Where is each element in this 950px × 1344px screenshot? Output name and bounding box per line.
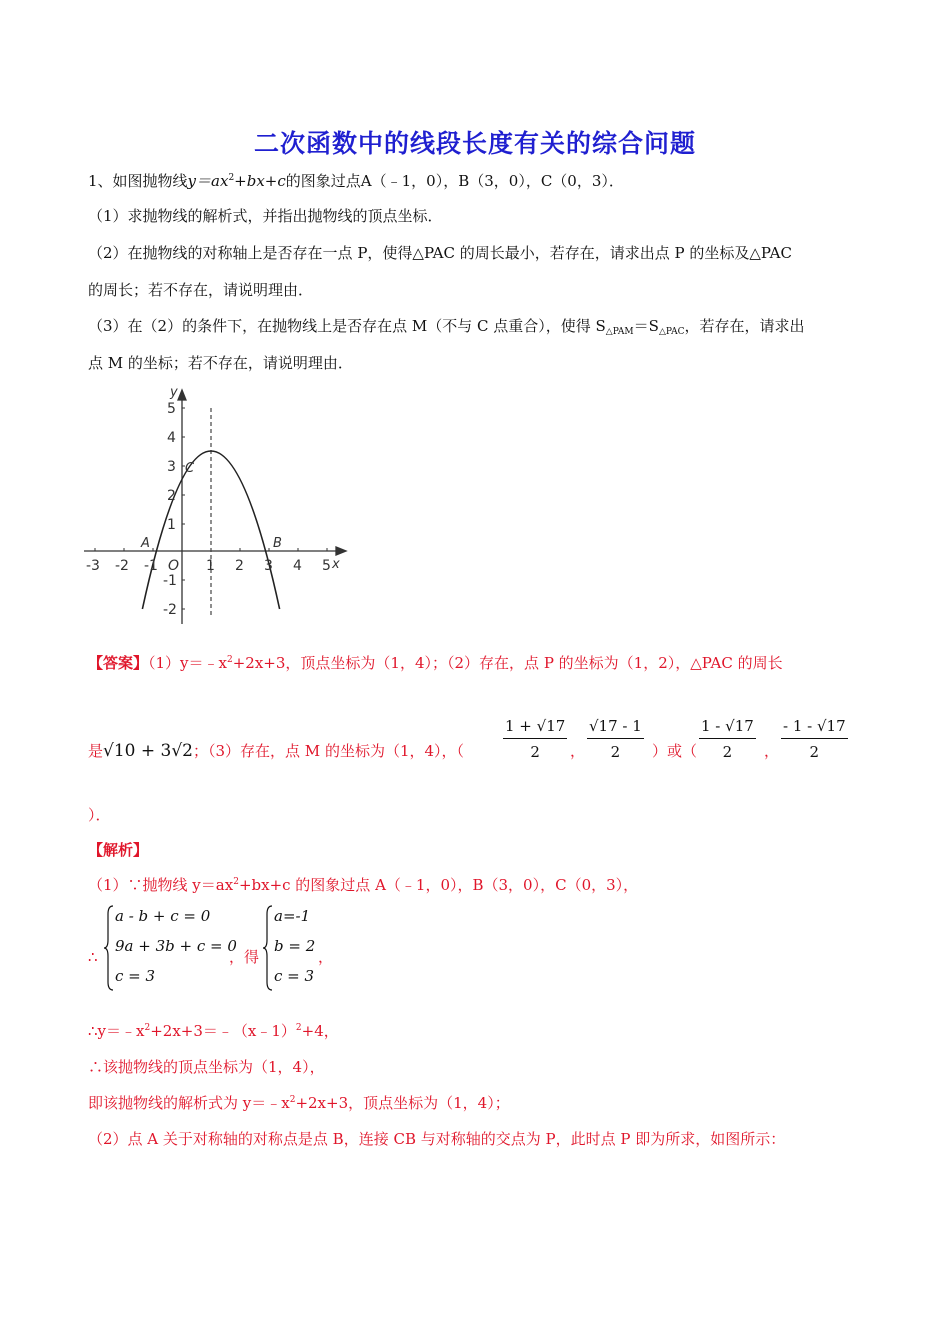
question-3-text: （3）在（2）的条件下，在抛物线上是否存在点 M（不与 C 点重合），使得 S xyxy=(88,317,606,335)
equals-s: ＝S xyxy=(633,317,659,335)
system-end: ， xyxy=(318,948,334,966)
y-tick-label: -2 xyxy=(163,602,177,618)
y-tick-label: 2 xyxy=(167,488,176,504)
problem-equation: y＝ax xyxy=(187,172,229,190)
question-2-line-a: （2）在抛物线的对称轴上是否存在一点 P，使得△PAC 的周长最小，若存在，请求出点 P 的坐标及△PAC xyxy=(88,244,792,262)
fraction-3 xyxy=(699,714,756,765)
answer-part-1-rest: +2x+3，顶点坐标为（1，4）；（2）存在，点 P 的坐标为（1，2），△PAC 的周长 xyxy=(232,654,783,672)
question-3-rest: ，若存在，请求出 xyxy=(684,317,805,335)
superscript: 2 xyxy=(144,1023,151,1033)
x-axis-arrow xyxy=(336,547,346,555)
point-b-label: B xyxy=(273,536,282,551)
fraction-denominator: 2 xyxy=(809,743,820,761)
y-tick-label: 5 xyxy=(167,401,176,417)
analysis-l5-rest: +2x+3，顶点坐标为（1，4）； xyxy=(295,1094,510,1112)
analysis-l3-end: +4， xyxy=(301,1022,339,1040)
x-tick-label: -2 xyxy=(115,558,129,574)
question-2-line-b: 的周长；若不存在，请说明理由． xyxy=(88,281,314,299)
problem-equation-rest: +bx+c xyxy=(234,172,286,190)
fraction-numerator: - 1 - √17 xyxy=(781,714,848,739)
fraction-numerator: 1 - √17 xyxy=(699,714,756,739)
analysis-l1: （1）∵抛物线 y＝ax xyxy=(88,876,234,894)
analysis-line-1 xyxy=(88,874,638,896)
y-tick-label: 1 xyxy=(167,517,176,533)
system-row: c = 3 xyxy=(115,967,156,985)
x-axis-label: x xyxy=(332,557,340,572)
x-tick-label: 4 xyxy=(293,558,302,574)
question-3-line-b: 点 M 的坐标；若不存在，请说明理由． xyxy=(88,354,353,372)
de-text: ，得 xyxy=(229,948,260,966)
y-tick-label: -1 xyxy=(163,573,177,589)
system-row: a - b + c = 0 xyxy=(115,907,211,925)
fraction-numerator: 1 + √17 xyxy=(503,714,567,739)
origin-label: O xyxy=(168,558,180,574)
answer-part-3: ；（3）存在，点 M 的坐标为（1，4），（ xyxy=(193,742,465,760)
fraction-denominator: 2 xyxy=(610,743,621,761)
answer-part-1: （1）y＝﹣x xyxy=(148,654,227,672)
parabola-graph xyxy=(84,384,359,629)
superscript: 2 xyxy=(295,1023,302,1033)
problem-mid: 的图象过点 xyxy=(285,172,361,190)
system-row: a=-1 xyxy=(274,907,311,925)
fraction-denominator: 2 xyxy=(722,743,733,761)
question-1: （1）求抛物线的解析式，并指出抛物线的顶点坐标． xyxy=(88,207,443,225)
fraction-2 xyxy=(587,714,644,765)
superscript: 2 xyxy=(289,1095,296,1105)
x-tick-label: 3 xyxy=(264,558,273,574)
subscript-pac: △PAC xyxy=(658,327,685,337)
analysis-line-6: （2）点 A 关于对称轴的对称点是点 B，连接 CB 与对称轴的交点为 P，此时点 P 即为所求，如图所示： xyxy=(88,1130,786,1148)
system-row: c = 3 xyxy=(274,967,315,985)
analysis-l3: ∴y＝﹣x xyxy=(88,1022,145,1040)
x-tick-label: 1 xyxy=(206,558,215,574)
system-row: b = 2 xyxy=(274,937,316,955)
left-brace-icon xyxy=(103,904,115,992)
analysis-line-5 xyxy=(88,1092,510,1114)
analysis-l1-rest: +bx+c 的图象过点 A（﹣1，0），B（3，0），C（0，3）， xyxy=(238,876,639,894)
point-c-label: C xyxy=(185,461,195,476)
comma: ， xyxy=(570,742,586,760)
superscript: 2 xyxy=(228,173,235,183)
subscript-pam: △PAM xyxy=(605,327,634,337)
y-tick-label: 4 xyxy=(167,430,176,446)
analysis-l5: 即该抛物线的解析式为 y＝﹣x xyxy=(88,1094,290,1112)
fraction-1 xyxy=(503,714,567,765)
y-axis-label: y xyxy=(170,385,178,400)
answer-line-1 xyxy=(88,652,783,674)
analysis-line-4: ∴该抛物线的顶点坐标为（1，4）， xyxy=(88,1058,325,1076)
question-3-line-a xyxy=(88,315,805,337)
left-brace-icon xyxy=(262,904,274,992)
point-a-label: A xyxy=(141,536,150,551)
x-tick-label: -3 xyxy=(86,558,100,574)
x-tick-label: 2 xyxy=(235,558,244,574)
analysis-tag: 【解析】 xyxy=(88,841,149,859)
y-axis-arrow xyxy=(178,390,186,400)
fraction-denominator: 2 xyxy=(530,743,540,761)
answer-line-2 xyxy=(88,740,464,762)
answer-close: ）． xyxy=(88,806,111,824)
comma: ， xyxy=(764,742,780,760)
therefore-symbol: ∴ xyxy=(88,948,98,966)
x-tick-label: 5 xyxy=(322,558,331,574)
problem-prefix: 1、如图抛物线 xyxy=(88,172,188,190)
superscript: 2 xyxy=(233,877,239,887)
superscript: 2 xyxy=(227,655,233,665)
or-text: ）或（ xyxy=(652,742,698,760)
fraction-4 xyxy=(781,714,848,765)
y-tick-label: 3 xyxy=(167,459,176,475)
problem-line-1 xyxy=(88,170,624,192)
problem-points: A（﹣1，0），B（3，0），C（0，3）． xyxy=(360,172,624,190)
x-tick-label: -1 xyxy=(144,558,158,574)
system-row: 9a + 3b + c = 0 xyxy=(115,937,237,955)
analysis-line-3 xyxy=(88,1020,339,1042)
answer-tag: 【答案】 xyxy=(88,654,149,672)
page-title: 二次函数中的线段长度有关的综合问题 xyxy=(253,129,696,158)
analysis-l3-mid: +2x+3＝﹣（x﹣1） xyxy=(150,1022,296,1040)
answer-prefix: 是 xyxy=(88,742,104,760)
perimeter-expression: √10 + 3√2 xyxy=(103,741,193,761)
fraction-numerator: √17 - 1 xyxy=(587,714,644,739)
